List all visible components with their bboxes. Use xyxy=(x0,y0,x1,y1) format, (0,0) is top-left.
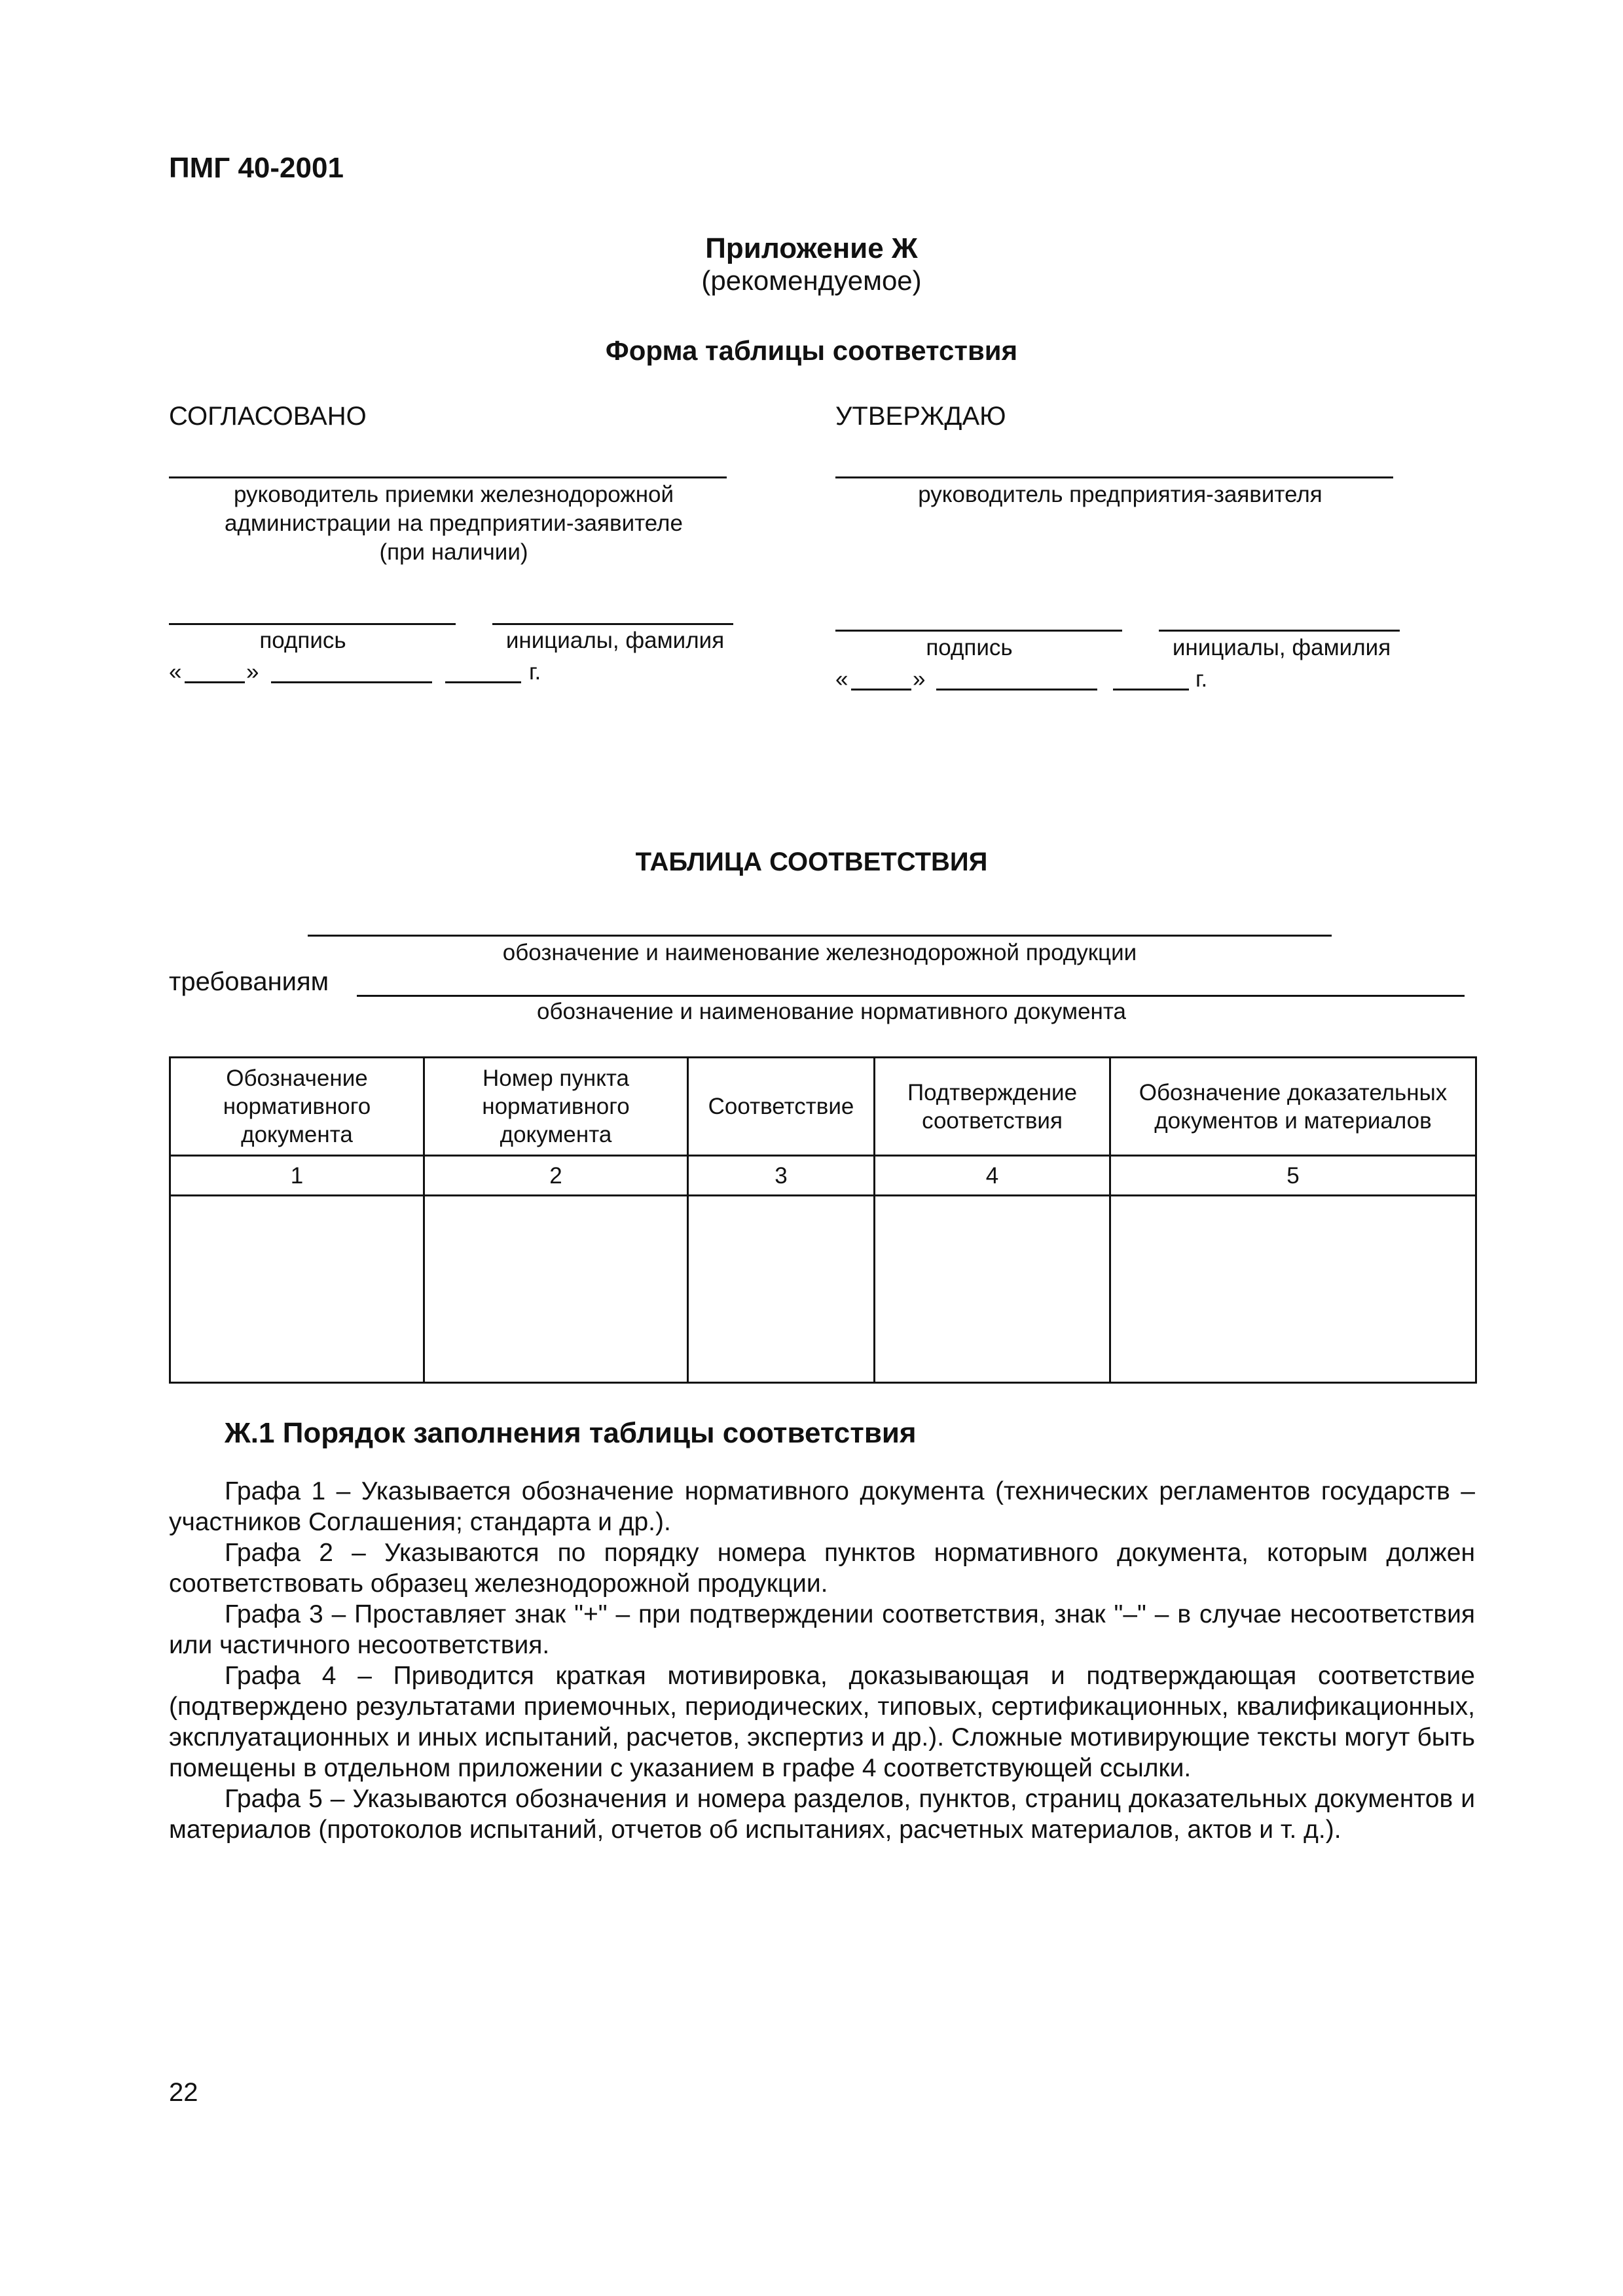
right-year-suffix: г. xyxy=(1195,666,1208,692)
right-role-caption: руководитель предприятия-заявителя xyxy=(918,482,1322,507)
section-paragraph: Графа 1 – Указывается обозначение нормативного документа (технических регламентов государств – участников Соглашения; стандарта и др.). xyxy=(169,1477,1475,1536)
table-cell xyxy=(688,1196,875,1383)
product-line xyxy=(308,935,1332,937)
left-name-caption: инициалы, фамилия xyxy=(505,628,725,653)
right-name-line xyxy=(1159,630,1400,632)
column-header: Соответствие xyxy=(688,1058,875,1156)
appendix-title: Приложение Ж xyxy=(705,232,918,264)
page-number: 22 xyxy=(169,2078,198,2107)
column-header: Обозначение нормативного документа xyxy=(170,1058,424,1156)
table-header-row xyxy=(170,1058,1476,1156)
left-role-caption-line1: руководитель приемки железнодорожной xyxy=(233,482,674,507)
left-date-open-quote: « xyxy=(169,659,182,685)
right-signature-caption: подпись xyxy=(926,635,1013,660)
left-date-month-line xyxy=(271,681,432,683)
left-role-caption xyxy=(169,480,739,567)
left-signature-caption: подпись xyxy=(259,628,346,653)
column-number: 1 xyxy=(170,1156,424,1196)
column-header: Подтверждение соответствия xyxy=(875,1058,1110,1156)
approve-heading: УТВЕРЖДАЮ xyxy=(835,402,1006,431)
left-date-day-line xyxy=(185,681,245,683)
section-paragraph: Графа 2 – Указываются по порядку номера пунктов нормативного документа, которым должен соответствовать образец железнодорожной продукции. xyxy=(169,1539,1475,1598)
right-role-line xyxy=(835,476,1393,478)
column-header: Номер пункта нормативного документа xyxy=(424,1058,688,1156)
form-title: Форма таблицы соответствия xyxy=(605,335,1018,366)
section-paragraph: Графа 4 – Приводится краткая мотивировка, доказывающая и подтверждающая соответствие (подтверждено результатами приемочных, периодических, типовых, сертификационных, квалификационных, эксплуатационных и иных испытаний, расчетов, экспертиз и др.). Сложные мотивирующие тексты могут быть помещены в отдельном приложении с указанием в графе 4 соответствующей ссылки. xyxy=(169,1662,1475,1782)
section-paragraph: Графа 3 – Проставляет знак "+" – при подтверждении соответствия, знак "–" – в случае несоответствия или частичного несоответствия. xyxy=(169,1600,1475,1659)
left-name-line xyxy=(492,623,733,625)
column-number: 5 xyxy=(1110,1156,1476,1196)
appendix-subtitle: (рекомендуемое) xyxy=(701,265,922,296)
left-date-year-line xyxy=(445,681,521,683)
left-year-suffix: г. xyxy=(529,659,541,685)
right-date-close-quote: » xyxy=(913,666,926,692)
column-header: Обозначение доказательных документов и материалов xyxy=(1110,1058,1476,1156)
document-caption: обозначение и наименование нормативного документа xyxy=(537,999,1126,1024)
compliance-table-title: ТАБЛИЦА СООТВЕТСТВИЯ xyxy=(635,848,988,876)
right-date-day-line xyxy=(851,689,911,691)
section-paragraph: Графа 5 – Указываются обозначения и номера разделов, пунктов, страниц доказательных документов и материалов (протоколов испытаний, отчетов об испытаниях, расчетных материалов, актов и т. д.). xyxy=(169,1785,1475,1844)
requirements-line xyxy=(357,995,1465,997)
table-row xyxy=(170,1196,1476,1383)
agreed-heading: СОГЛАСОВАНО xyxy=(169,402,367,431)
right-date-year-line xyxy=(1113,689,1189,691)
right-name-caption: инициалы, фамилия xyxy=(1172,635,1391,660)
left-role-caption-line2: администрации на предприятии-заявителе xyxy=(225,511,683,536)
right-signature-line xyxy=(835,630,1122,632)
column-number: 2 xyxy=(424,1156,688,1196)
left-role-line xyxy=(169,476,727,478)
compliance-table xyxy=(169,1056,1477,1384)
table-number-row xyxy=(170,1156,1476,1196)
table-cell xyxy=(170,1196,424,1383)
table-cell xyxy=(875,1196,1110,1383)
left-role-caption-line3: (при наличии) xyxy=(379,539,528,565)
column-number: 4 xyxy=(875,1156,1110,1196)
right-date-month-line xyxy=(936,689,1097,691)
left-date-close-quote: » xyxy=(246,659,259,685)
right-date-open-quote: « xyxy=(835,666,848,692)
requirements-label: требованиям xyxy=(169,967,329,996)
section-title: Ж.1 Порядок заполнения таблицы соответствия xyxy=(225,1417,917,1449)
section-body xyxy=(169,1476,1475,1845)
document-code: ПМГ 40-2001 xyxy=(169,152,344,184)
product-caption: обозначение и наименование железнодорожной продукции xyxy=(502,940,1137,965)
left-signature-line xyxy=(169,623,456,625)
table-cell xyxy=(424,1196,688,1383)
table-cell xyxy=(1110,1196,1476,1383)
column-number: 3 xyxy=(688,1156,875,1196)
